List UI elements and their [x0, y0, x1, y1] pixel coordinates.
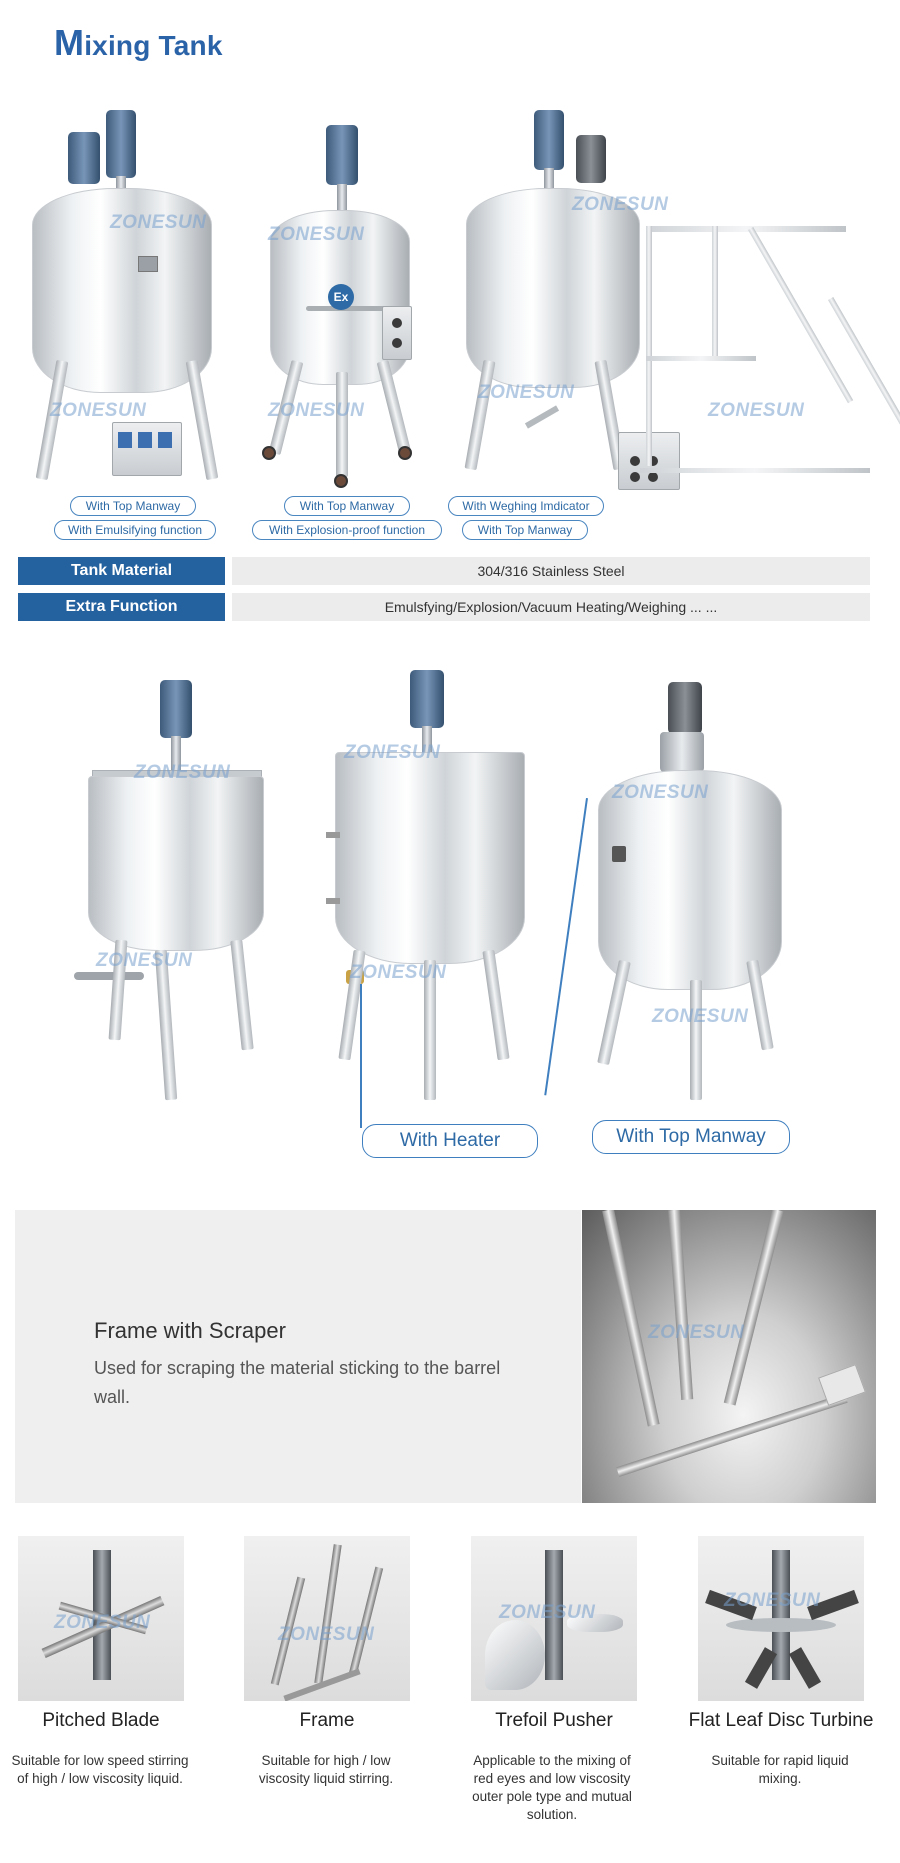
explosion-proof-badge: Ex [328, 284, 354, 310]
watermark: ZONESUN [344, 742, 441, 763]
agitator-photo [18, 1536, 184, 1701]
watermark: ZONESUN [96, 950, 193, 971]
watermark: ZONESUN [50, 400, 147, 421]
watermark: ZONESUN [478, 382, 575, 403]
watermark: ZONESUN [54, 1612, 151, 1633]
scraper-title: Frame with Scraper [94, 1318, 286, 1343]
agitator-description: Suitable for high / low viscosity liquid stirring. [258, 1753, 394, 1786]
feature-label: With Emulsifying function [54, 520, 216, 540]
watermark: ZONESUN [268, 224, 365, 245]
spec-value-extra-function: Emulsfying/Explosion/Vacuum Heating/Weighing ... ... [232, 593, 870, 621]
watermark: ZONESUN [572, 194, 669, 215]
watermark: ZONESUN [648, 1322, 745, 1343]
feature-label: With Explosion-proof function [252, 520, 442, 540]
agitator-description: Suitable for low speed stirring of high / low viscosity liquid. [11, 1753, 189, 1786]
watermark: ZONESUN [499, 1602, 596, 1623]
watermark: ZONESUN [350, 962, 447, 983]
agitator-photo [471, 1536, 637, 1701]
agitator-photo [698, 1536, 864, 1701]
watermark: ZONESUN [134, 762, 231, 783]
agitator-name: Pitched Blade [42, 1710, 160, 1731]
feature-label: With Top Manway [70, 496, 196, 516]
agitator-description: Suitable for rapid liquid mixing. [711, 1753, 849, 1786]
watermark: ZONESUN [652, 1006, 749, 1027]
agitator-name: Trefoil Pusher [495, 1710, 613, 1731]
spec-label-tank-material: Tank Material [18, 557, 225, 585]
watermark: ZONESUN [708, 400, 805, 421]
agitator-name: Frame [299, 1710, 355, 1731]
watermark: ZONESUN [278, 1624, 375, 1645]
spec-value-tank-material: 304/316 Stainless Steel [232, 557, 870, 585]
watermark: ZONESUN [268, 400, 365, 421]
watermark: ZONESUN [110, 212, 207, 233]
spec-label-extra-function: Extra Function [18, 593, 225, 621]
agitator-description: Applicable to the mixing of red eyes and low viscosity outer pole type and mutual solution. [472, 1753, 632, 1822]
feature-label: With Top Manway [462, 520, 588, 540]
feature-label: With Top Manway [284, 496, 410, 516]
callout-with-heater: With Heater [362, 1124, 538, 1158]
watermark: ZONESUN [724, 1590, 821, 1611]
agitator-photo [244, 1536, 410, 1701]
agitator-name: Flat Leaf Disc Turbine [688, 1710, 874, 1731]
callout-with-top-manway: With Top Manway [592, 1120, 790, 1154]
scraper-description: Used for scraping the material sticking to the barrel wall. [94, 1358, 501, 1407]
scraper-photo [582, 1210, 876, 1503]
page-title: Mixing Tank [54, 22, 223, 63]
watermark: ZONESUN [612, 782, 709, 803]
feature-label: With Weghing Imdicator [448, 496, 604, 516]
